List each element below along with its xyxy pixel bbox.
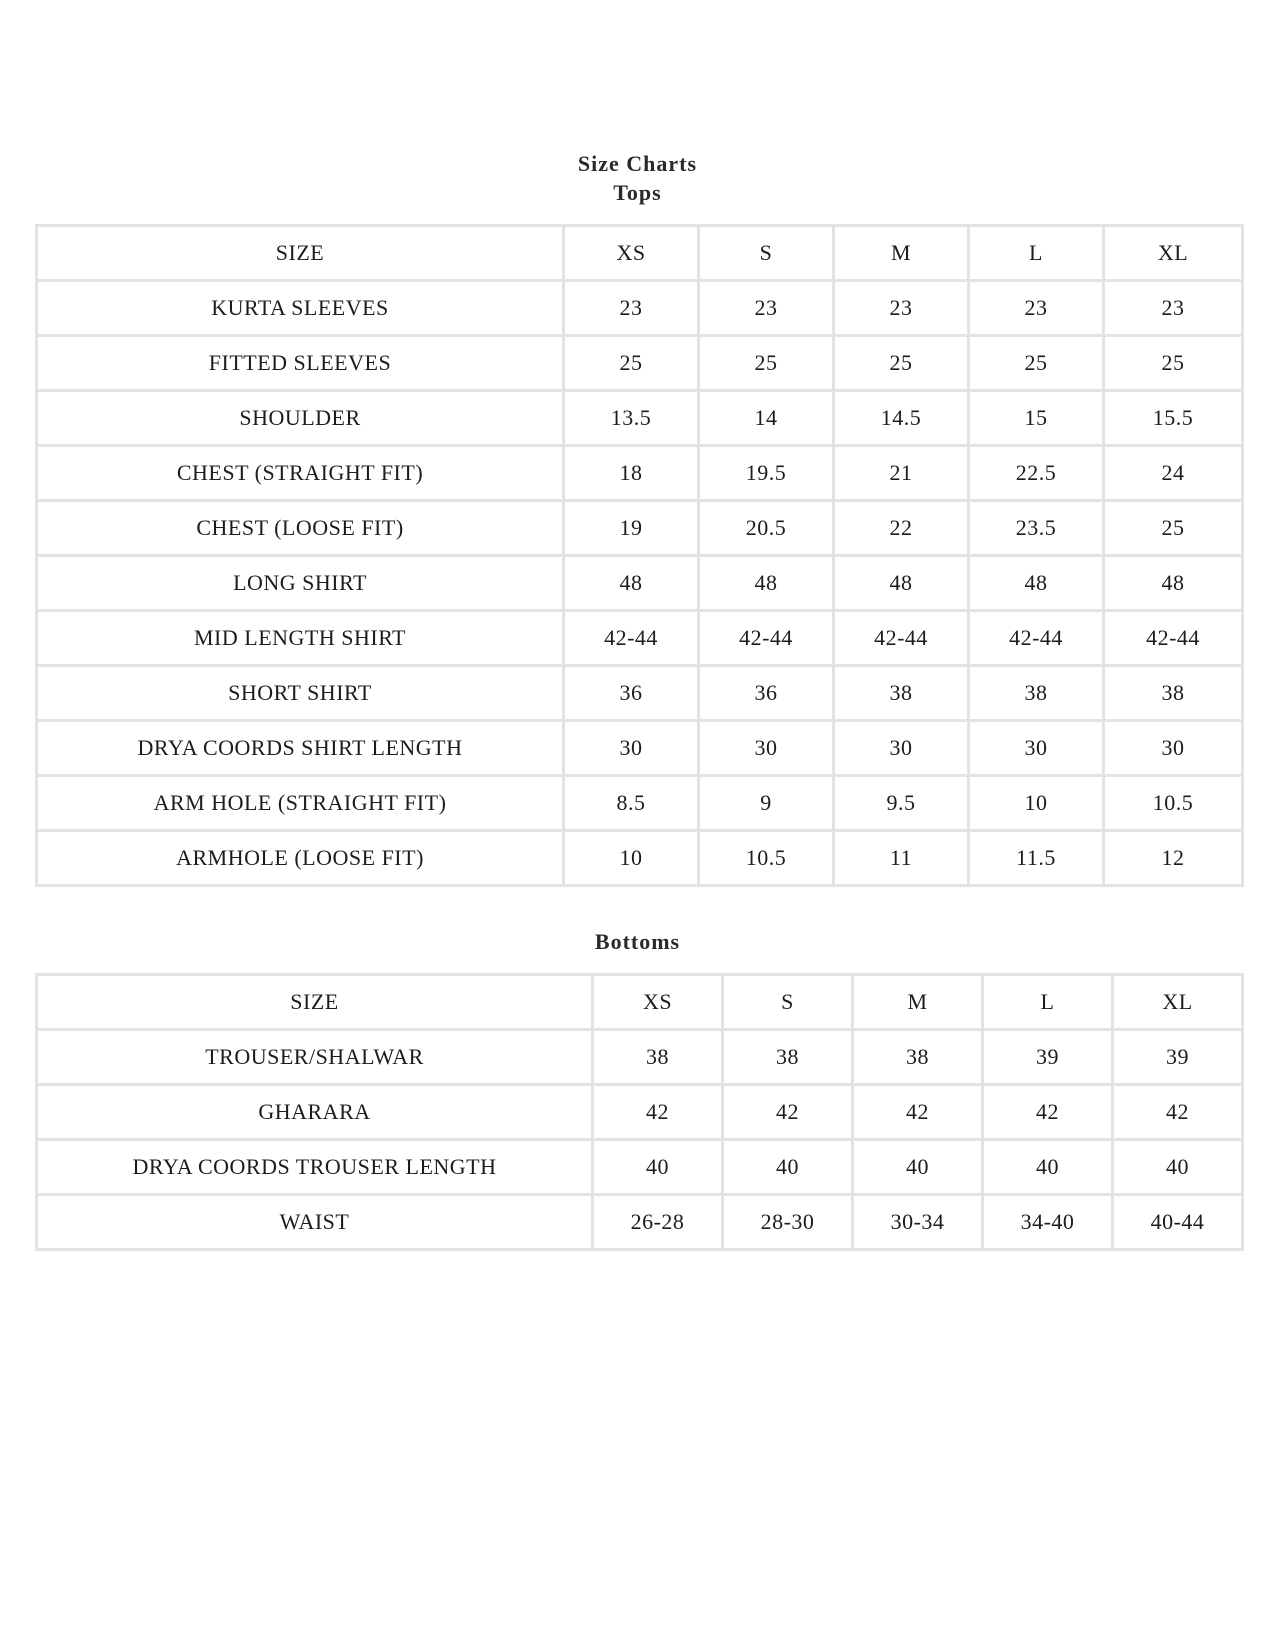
- measurement-value: 25: [699, 336, 834, 391]
- measurement-value: 42: [853, 1085, 983, 1140]
- measurement-value: 48: [564, 556, 699, 611]
- measurement-value: 38: [1104, 666, 1243, 721]
- table-row: [37, 1195, 1243, 1250]
- measurement-value: 42-44: [969, 611, 1104, 666]
- page-title: Size Charts: [577, 151, 698, 176]
- measurement-value: 42: [1113, 1085, 1243, 1140]
- measurement-value: 11: [834, 831, 969, 886]
- measurement-value: 42: [983, 1085, 1113, 1140]
- measurement-value: 40: [1113, 1140, 1243, 1195]
- measurement-value: 15.5: [1104, 391, 1243, 446]
- measurement-value: 23.5: [969, 501, 1104, 556]
- tops-size-table: [35, 224, 1244, 887]
- measurement-label: ARM HOLE (STRAIGHT FIT): [37, 776, 564, 831]
- measurement-label: MID LENGTH SHIRT: [37, 611, 564, 666]
- measurement-value: 48: [1104, 556, 1243, 611]
- measurement-value: 25: [564, 336, 699, 391]
- bottoms-header-row: [37, 975, 1243, 1030]
- measurement-value: 9: [699, 776, 834, 831]
- measurement-value: 19: [564, 501, 699, 556]
- measurement-value: 40: [593, 1140, 723, 1195]
- measurement-value: 30: [969, 721, 1104, 776]
- measurement-value: 8.5: [564, 776, 699, 831]
- measurement-value: 36: [564, 666, 699, 721]
- measurement-value: 38: [853, 1030, 983, 1085]
- size-header-cell: XS: [564, 226, 699, 281]
- measurement-value: 26-28: [593, 1195, 723, 1250]
- measurement-value: 25: [1104, 336, 1243, 391]
- measurement-value: 9.5: [834, 776, 969, 831]
- size-header-cell: L: [969, 226, 1104, 281]
- bottoms-table-body: [37, 975, 1243, 1250]
- measurement-value: 48: [699, 556, 834, 611]
- measurement-value: 10.5: [1104, 776, 1243, 831]
- measurement-value: 42-44: [699, 611, 834, 666]
- bottoms-size-table: [35, 973, 1244, 1251]
- measurement-value: 22: [834, 501, 969, 556]
- table-row: [37, 1085, 1243, 1140]
- measurement-value: 19.5: [699, 446, 834, 501]
- measurement-label: TROUSER/SHALWAR: [37, 1030, 593, 1085]
- measurement-value: 14: [699, 391, 834, 446]
- size-header-cell: XL: [1104, 226, 1243, 281]
- measurement-label: FITTED SLEEVES: [37, 336, 564, 391]
- table-row: [37, 281, 1243, 336]
- table-row: [37, 666, 1243, 721]
- measurement-value: 14.5: [834, 391, 969, 446]
- table-row: [37, 501, 1243, 556]
- measurement-value: 38: [969, 666, 1104, 721]
- measurement-value: 13.5: [564, 391, 699, 446]
- size-header-cell: XL: [1113, 975, 1243, 1030]
- measurement-value: 42-44: [834, 611, 969, 666]
- tops-section-title: Tops: [613, 180, 662, 205]
- size-header-cell: M: [853, 975, 983, 1030]
- measurement-label: ARMHOLE (LOOSE FIT): [37, 831, 564, 886]
- measurement-value: 42-44: [564, 611, 699, 666]
- table-row: [37, 611, 1243, 666]
- table-row: [37, 336, 1243, 391]
- measurement-label: GHARARA: [37, 1085, 593, 1140]
- measurement-label: WAIST: [37, 1195, 593, 1250]
- measurement-value: 40: [853, 1140, 983, 1195]
- measurement-value: 40: [983, 1140, 1113, 1195]
- measurement-value: 38: [723, 1030, 853, 1085]
- measurement-value: 48: [969, 556, 1104, 611]
- measurement-value: 23: [699, 281, 834, 336]
- measurement-value: 48: [834, 556, 969, 611]
- measurement-value: 40-44: [1113, 1195, 1243, 1250]
- measurement-value: 39: [1113, 1030, 1243, 1085]
- measurement-value: 39: [983, 1030, 1113, 1085]
- measurement-value: 24: [1104, 446, 1243, 501]
- measurement-label: KURTA SLEEVES: [37, 281, 564, 336]
- measurement-value: 22.5: [969, 446, 1104, 501]
- bottoms-section-title: Bottoms: [594, 929, 681, 954]
- measurement-value: 23: [1104, 281, 1243, 336]
- measurement-value: 23: [969, 281, 1104, 336]
- measurement-value: 25: [969, 336, 1104, 391]
- size-header-cell: S: [699, 226, 834, 281]
- measurement-label: CHEST (STRAIGHT FIT): [37, 446, 564, 501]
- tops-table-body: [37, 226, 1243, 886]
- table-row: [37, 721, 1243, 776]
- table-row: [37, 446, 1243, 501]
- measurement-value: 10.5: [699, 831, 834, 886]
- measurement-value: 18: [564, 446, 699, 501]
- measurement-value: 42: [723, 1085, 853, 1140]
- measurement-value: 20.5: [699, 501, 834, 556]
- measurement-value: 15: [969, 391, 1104, 446]
- size-column-header: SIZE: [37, 975, 593, 1030]
- size-header-cell: XS: [593, 975, 723, 1030]
- measurement-value: 11.5: [969, 831, 1104, 886]
- size-header-cell: S: [723, 975, 853, 1030]
- measurement-value: 12: [1104, 831, 1243, 886]
- table-row: [37, 556, 1243, 611]
- measurement-value: 30: [699, 721, 834, 776]
- measurement-value: 10: [969, 776, 1104, 831]
- measurement-label: LONG SHIRT: [37, 556, 564, 611]
- measurement-value: 30: [834, 721, 969, 776]
- measurement-value: 34-40: [983, 1195, 1113, 1250]
- measurement-value: 42: [593, 1085, 723, 1140]
- measurement-value: 38: [593, 1030, 723, 1085]
- table-row: [37, 831, 1243, 886]
- measurement-value: 38: [834, 666, 969, 721]
- table-row: [37, 776, 1243, 831]
- table-row: [37, 391, 1243, 446]
- tops-header-row: [37, 226, 1243, 281]
- measurement-value: 36: [699, 666, 834, 721]
- measurement-label: SHOULDER: [37, 391, 564, 446]
- measurement-label: DRYA COORDS TROUSER LENGTH: [37, 1140, 593, 1195]
- measurement-value: 42-44: [1104, 611, 1243, 666]
- measurement-value: 30: [1104, 721, 1243, 776]
- size-header-cell: L: [983, 975, 1113, 1030]
- measurement-value: 30: [564, 721, 699, 776]
- size-header-cell: M: [834, 226, 969, 281]
- measurement-value: 28-30: [723, 1195, 853, 1250]
- measurement-value: 40: [723, 1140, 853, 1195]
- measurement-value: 25: [1104, 501, 1243, 556]
- size-column-header: SIZE: [37, 226, 564, 281]
- measurement-value: 10: [564, 831, 699, 886]
- measurement-label: SHORT SHIRT: [37, 666, 564, 721]
- measurement-value: 25: [834, 336, 969, 391]
- table-row: [37, 1140, 1243, 1195]
- measurement-value: 21: [834, 446, 969, 501]
- measurement-value: 23: [564, 281, 699, 336]
- measurement-value: 30-34: [853, 1195, 983, 1250]
- measurement-value: 23: [834, 281, 969, 336]
- measurement-label: CHEST (LOOSE FIT): [37, 501, 564, 556]
- measurement-label: DRYA COORDS SHIRT LENGTH: [37, 721, 564, 776]
- table-row: [37, 1030, 1243, 1085]
